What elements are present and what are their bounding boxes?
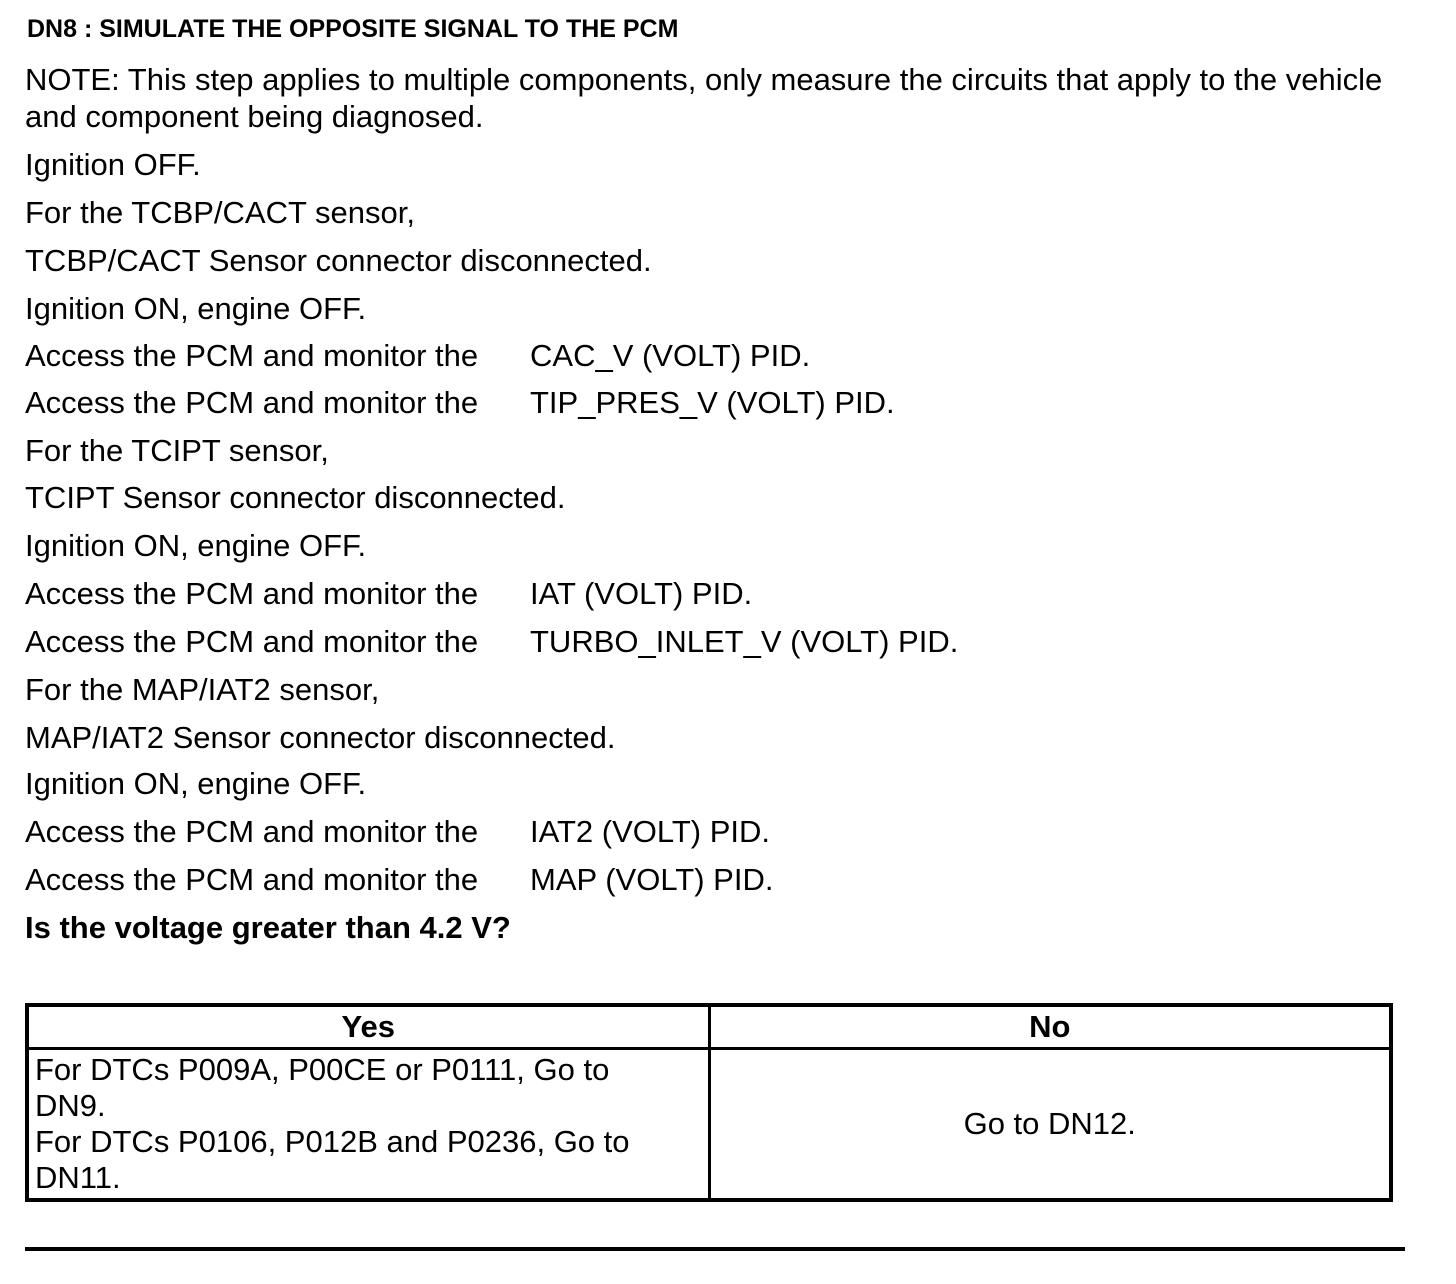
- result-table: [25, 1003, 1393, 1202]
- step-ignition-on: Ignition ON, engine OFF.: [25, 528, 367, 563]
- pid-name: MAP (VOLT) PID.: [530, 862, 774, 897]
- no-cell: Go to DN12.: [709, 1049, 1391, 1201]
- step-prefix: Access the PCM and monitor the: [25, 624, 479, 659]
- yes-line: For DTCs P009A, P00CE or P0111, Go to: [35, 1052, 610, 1087]
- step-tcipt-sensor: For the TCIPT sensor,: [25, 433, 329, 468]
- step-monitor-turbo-inlet-v: [25, 623, 958, 660]
- step-tcbp-cact-disconnect: TCBP/CACT Sensor connector disconnected.: [25, 243, 652, 278]
- no-header: No: [709, 1005, 1391, 1049]
- step-prefix: Access the PCM and monitor the: [25, 338, 479, 373]
- yes-header: Yes: [27, 1005, 709, 1049]
- step-ignition-on: Ignition ON, engine OFF.: [25, 766, 367, 801]
- decision-question: Is the voltage greater than 4.2 V?: [25, 910, 511, 945]
- step-prefix: Access the PCM and monitor the: [25, 576, 479, 611]
- footer-divider: [25, 1247, 1405, 1251]
- step-monitor-iat2: [25, 813, 770, 850]
- step-monitor-cac-v: [25, 337, 810, 374]
- step-ignition-off: Ignition OFF.: [25, 147, 201, 182]
- pid-name: TURBO_INLET_V (VOLT) PID.: [530, 624, 959, 659]
- step-tcbp-cact-sensor: For the TCBP/CACT sensor,: [25, 195, 415, 230]
- pid-name: CAC_V (VOLT) PID.: [530, 338, 811, 373]
- step-prefix: Access the PCM and monitor the: [25, 385, 479, 420]
- step-monitor-tip-pres-v: [25, 384, 895, 421]
- pid-name: IAT2 (VOLT) PID.: [530, 814, 770, 849]
- pid-name: IAT (VOLT) PID.: [530, 576, 753, 611]
- step-tcipt-disconnect: TCIPT Sensor connector disconnected.: [25, 480, 566, 515]
- table-header-row: [27, 1005, 1391, 1049]
- step-map-iat2-sensor: For the MAP/IAT2 sensor,: [25, 672, 380, 707]
- yes-line: For DTCs P0106, P012B and P0236, Go to: [35, 1124, 630, 1159]
- note-text: NOTE: This step applies to multiple components, only measure the circuits that apply to the vehicle and component being diagnosed.: [25, 62, 1383, 134]
- page-title: DN8 : SIMULATE THE OPPOSITE SIGNAL TO THE PCM: [27, 15, 679, 43]
- step-prefix: Access the PCM and monitor the: [25, 814, 479, 849]
- yes-line: DN9.: [35, 1088, 106, 1123]
- table-row: [27, 1049, 1391, 1201]
- yes-cell: [27, 1049, 709, 1201]
- pid-name: TIP_PRES_V (VOLT) PID.: [530, 385, 895, 420]
- step-monitor-map: [25, 861, 773, 898]
- step-ignition-on: Ignition ON, engine OFF.: [25, 291, 367, 326]
- yes-line: DN11.: [35, 1160, 121, 1195]
- step-prefix: Access the PCM and monitor the: [25, 862, 479, 897]
- step-map-iat2-disconnect: MAP/IAT2 Sensor connector disconnected.: [25, 720, 616, 755]
- step-monitor-iat: [25, 575, 752, 612]
